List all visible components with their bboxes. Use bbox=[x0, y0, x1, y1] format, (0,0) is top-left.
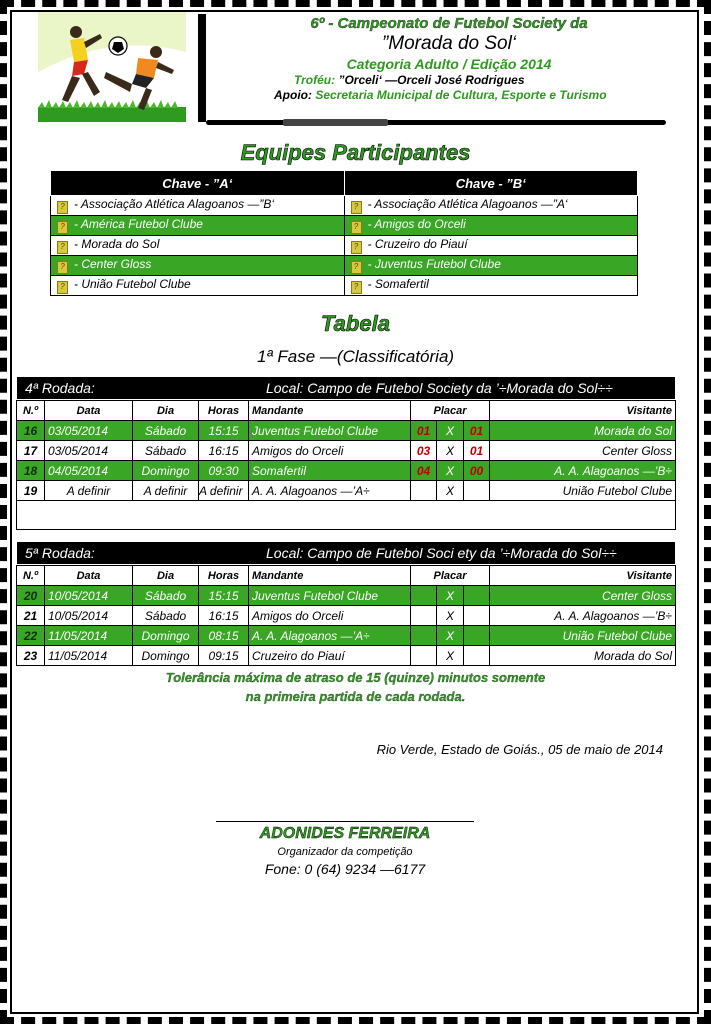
championship-title: 6º - Campeonato de Futebol Society da bbox=[310, 15, 588, 32]
group-a-header: Chave - ”A‘ bbox=[51, 171, 345, 196]
team-row bbox=[51, 236, 638, 256]
col-header: Horas bbox=[199, 401, 249, 421]
category-edition: Categoria Adulto / Edição 2014 bbox=[346, 56, 552, 72]
trophy-icon: ? bbox=[57, 241, 68, 254]
table-header-row bbox=[17, 566, 676, 586]
team-row bbox=[51, 216, 638, 236]
trophy-icon: ? bbox=[351, 201, 362, 214]
away-team: União Futebol Clube bbox=[490, 626, 676, 646]
match-day: Sábado bbox=[133, 586, 199, 606]
home-score bbox=[411, 626, 437, 646]
home-score: 01 bbox=[411, 421, 437, 441]
score-separator: X bbox=[437, 626, 464, 646]
round-4 bbox=[16, 376, 676, 530]
team-cell bbox=[51, 256, 345, 276]
round-header bbox=[16, 541, 676, 565]
round-label: 5ª Rodada: bbox=[25, 545, 95, 561]
away-score bbox=[464, 646, 490, 666]
score-separator: X bbox=[437, 461, 464, 481]
away-score: 00 bbox=[464, 461, 490, 481]
home-team: Amigos do Orceli bbox=[249, 606, 411, 626]
trophy-label: Troféu: bbox=[294, 73, 336, 87]
signature-line bbox=[216, 821, 474, 822]
col-header: Placar bbox=[411, 401, 490, 421]
trophy-icon: ? bbox=[57, 281, 68, 294]
score-separator: X bbox=[437, 586, 464, 606]
away-team: Center Gloss bbox=[490, 586, 676, 606]
phase-subtitle: 1ª Fase —(Classificatória) bbox=[256, 347, 455, 366]
away-team: União Futebol Clube bbox=[490, 481, 676, 501]
support-label: Apoio: bbox=[274, 88, 312, 102]
away-team: Morada do Sol bbox=[490, 646, 676, 666]
match-day: Domingo bbox=[133, 461, 199, 481]
home-score bbox=[411, 481, 437, 501]
away-score bbox=[464, 586, 490, 606]
match-day: Sábado bbox=[133, 606, 199, 626]
home-team: Cruzeiro do Piauí bbox=[249, 646, 411, 666]
team-cell bbox=[51, 196, 345, 216]
score-separator: X bbox=[437, 646, 464, 666]
away-score bbox=[464, 481, 490, 501]
team-cell bbox=[344, 256, 638, 276]
away-score: 01 bbox=[464, 421, 490, 441]
away-team: A. A. Alagoanos —’B÷ bbox=[490, 461, 676, 481]
trophy-line bbox=[214, 73, 684, 88]
match-time: 09:15 bbox=[199, 646, 249, 666]
table-row bbox=[17, 461, 676, 481]
team-row bbox=[51, 276, 638, 296]
match-time: 16:15 bbox=[199, 441, 249, 461]
col-header: Dia bbox=[133, 566, 199, 586]
match-number: 17 bbox=[17, 441, 45, 461]
team-name: - América Futebol Clube bbox=[74, 217, 203, 231]
contact-phone: Fone: 0 (64) 9234 —6177 bbox=[264, 861, 426, 877]
round-5-table bbox=[16, 565, 676, 666]
table-header-row bbox=[17, 401, 676, 421]
team-cell bbox=[51, 276, 345, 296]
home-team: A. A. Alagoanos —’A÷ bbox=[249, 481, 411, 501]
match-number: 21 bbox=[17, 606, 45, 626]
col-header: Dia bbox=[133, 401, 199, 421]
home-score bbox=[411, 646, 437, 666]
match-date: 10/05/2014 bbox=[45, 586, 133, 606]
team-name: - Amigos do Orceli bbox=[367, 217, 466, 231]
table-row bbox=[17, 586, 676, 606]
team-name: - Morada do Sol bbox=[74, 237, 160, 251]
col-header: Data bbox=[45, 401, 133, 421]
table-row bbox=[17, 646, 676, 666]
col-header: N.º bbox=[17, 566, 45, 586]
col-header: Mandante bbox=[249, 401, 411, 421]
match-number: 20 bbox=[17, 586, 45, 606]
round-4-table bbox=[16, 400, 676, 530]
match-time: 15:15 bbox=[199, 421, 249, 441]
match-time: A definir bbox=[199, 481, 249, 501]
col-header: Placar bbox=[411, 566, 490, 586]
match-date: 04/05/2014 bbox=[45, 461, 133, 481]
home-score bbox=[411, 606, 437, 626]
group-b-header: Chave - ”B‘ bbox=[344, 171, 638, 196]
table-row bbox=[17, 606, 676, 626]
match-date: 10/05/2014 bbox=[45, 606, 133, 626]
tolerance-note-line1: Tolerância máxima de atraso de 15 (quinze) minutos somente bbox=[165, 670, 546, 685]
round-location: Local: Campo de Futebol Society da ’÷Morada do Sol÷÷ bbox=[266, 380, 613, 396]
match-time: 16:15 bbox=[199, 606, 249, 626]
home-score: 04 bbox=[411, 461, 437, 481]
match-day: Sábado bbox=[133, 441, 199, 461]
score-separator: X bbox=[437, 606, 464, 626]
home-team: Somafertil bbox=[249, 461, 411, 481]
match-day: Domingo bbox=[133, 646, 199, 666]
match-date: 11/05/2014 bbox=[45, 626, 133, 646]
home-team: Juventus Futebol Clube bbox=[249, 421, 411, 441]
table-row bbox=[17, 481, 676, 501]
match-day: A definir bbox=[133, 481, 199, 501]
spacer-row bbox=[17, 501, 676, 530]
team-name: - Center Gloss bbox=[74, 257, 152, 271]
teams-title: Equipes Participantes bbox=[240, 140, 471, 165]
col-header: Visitante bbox=[490, 401, 676, 421]
table-row bbox=[17, 421, 676, 441]
team-name: - Juventus Futebol Clube bbox=[367, 257, 501, 271]
score-separator: X bbox=[437, 421, 464, 441]
match-time: 09:30 bbox=[199, 461, 249, 481]
header-divider-horizontal bbox=[206, 120, 666, 125]
team-row bbox=[51, 256, 638, 276]
score-separator: X bbox=[437, 481, 464, 501]
away-score bbox=[464, 606, 490, 626]
teams-table bbox=[50, 170, 638, 296]
team-row bbox=[51, 196, 638, 216]
home-team: Juventus Futebol Clube bbox=[249, 586, 411, 606]
trophy-icon: ? bbox=[351, 261, 362, 274]
match-number: 19 bbox=[17, 481, 45, 501]
place-date: Rio Verde, Estado de Goiás., 05 de maio de 2014 bbox=[376, 742, 663, 757]
header-divider-vertical bbox=[198, 14, 206, 122]
trophy-icon: ? bbox=[351, 241, 362, 254]
away-team: Morada do Sol bbox=[490, 421, 676, 441]
home-score bbox=[411, 586, 437, 606]
col-header: N.º bbox=[17, 401, 45, 421]
trophy-icon: ? bbox=[57, 261, 68, 274]
team-cell bbox=[51, 216, 345, 236]
team-cell bbox=[344, 196, 638, 216]
away-team: Center Gloss bbox=[490, 441, 676, 461]
championship-venue: ”Morada do Sol‘ bbox=[381, 33, 517, 54]
round-label: 4ª Rodada: bbox=[25, 380, 95, 396]
away-score: 01 bbox=[464, 441, 490, 461]
team-cell bbox=[344, 236, 638, 256]
trophy-value: ”Orceli‘ —Orceli José Rodrigues bbox=[335, 73, 525, 87]
signature-name: ADONIDES FERREIRA bbox=[259, 825, 431, 842]
trophy-icon: ? bbox=[57, 221, 68, 234]
score-separator: X bbox=[437, 441, 464, 461]
col-header: Data bbox=[45, 566, 133, 586]
header bbox=[214, 14, 684, 103]
team-name: - Somafertil bbox=[367, 277, 429, 291]
match-day: Domingo bbox=[133, 626, 199, 646]
match-date: A definir bbox=[45, 481, 133, 501]
match-number: 23 bbox=[17, 646, 45, 666]
team-name: - Associação Atlética Alagoanos —”B‘ bbox=[74, 197, 275, 211]
table-row bbox=[17, 626, 676, 646]
match-date: 11/05/2014 bbox=[45, 646, 133, 666]
table-row bbox=[17, 441, 676, 461]
match-date: 03/05/2014 bbox=[45, 441, 133, 461]
team-cell bbox=[344, 276, 638, 296]
schedule-title: Tabela bbox=[321, 311, 390, 336]
match-time: 15:15 bbox=[199, 586, 249, 606]
match-number: 16 bbox=[17, 421, 45, 441]
support-line bbox=[214, 88, 684, 103]
col-header: Mandante bbox=[249, 566, 411, 586]
trophy-icon: ? bbox=[351, 281, 362, 294]
soccer-players-logo-icon bbox=[38, 12, 186, 122]
team-name: - Cruzeiro do Piauí bbox=[367, 237, 468, 251]
match-number: 22 bbox=[17, 626, 45, 646]
trophy-icon: ? bbox=[351, 221, 362, 234]
match-number: 18 bbox=[17, 461, 45, 481]
team-cell bbox=[51, 236, 345, 256]
home-team: A. A. Alagoanos —’A÷ bbox=[249, 626, 411, 646]
match-date: 03/05/2014 bbox=[45, 421, 133, 441]
round-5 bbox=[16, 541, 676, 666]
trophy-icon: ? bbox=[57, 201, 68, 214]
col-header: Horas bbox=[199, 566, 249, 586]
team-cell bbox=[344, 216, 638, 236]
round-location: Local: Campo de Futebol Soci ety da ’÷Morada do Sol÷÷ bbox=[266, 545, 617, 561]
signature-role: Organizador da competição bbox=[277, 846, 413, 858]
home-score: 03 bbox=[411, 441, 437, 461]
team-name: - União Futebol Clube bbox=[74, 277, 191, 291]
away-team: A. A. Alagoanos —’B÷ bbox=[490, 606, 676, 626]
tolerance-note-line2: na primeira partida de cada rodada. bbox=[245, 689, 466, 704]
header-divider-accent bbox=[283, 119, 388, 126]
match-day: Sábado bbox=[133, 421, 199, 441]
away-score bbox=[464, 626, 490, 646]
match-time: 08:15 bbox=[199, 626, 249, 646]
round-header bbox=[16, 376, 676, 400]
home-team: Amigos do Orceli bbox=[249, 441, 411, 461]
support-value: Secretaria Municipal de Cultura, Esporte e Turismo bbox=[312, 88, 607, 102]
col-header: Visitante bbox=[490, 566, 676, 586]
team-name: - Associação Atlética Alagoanos —”A‘ bbox=[367, 197, 568, 211]
